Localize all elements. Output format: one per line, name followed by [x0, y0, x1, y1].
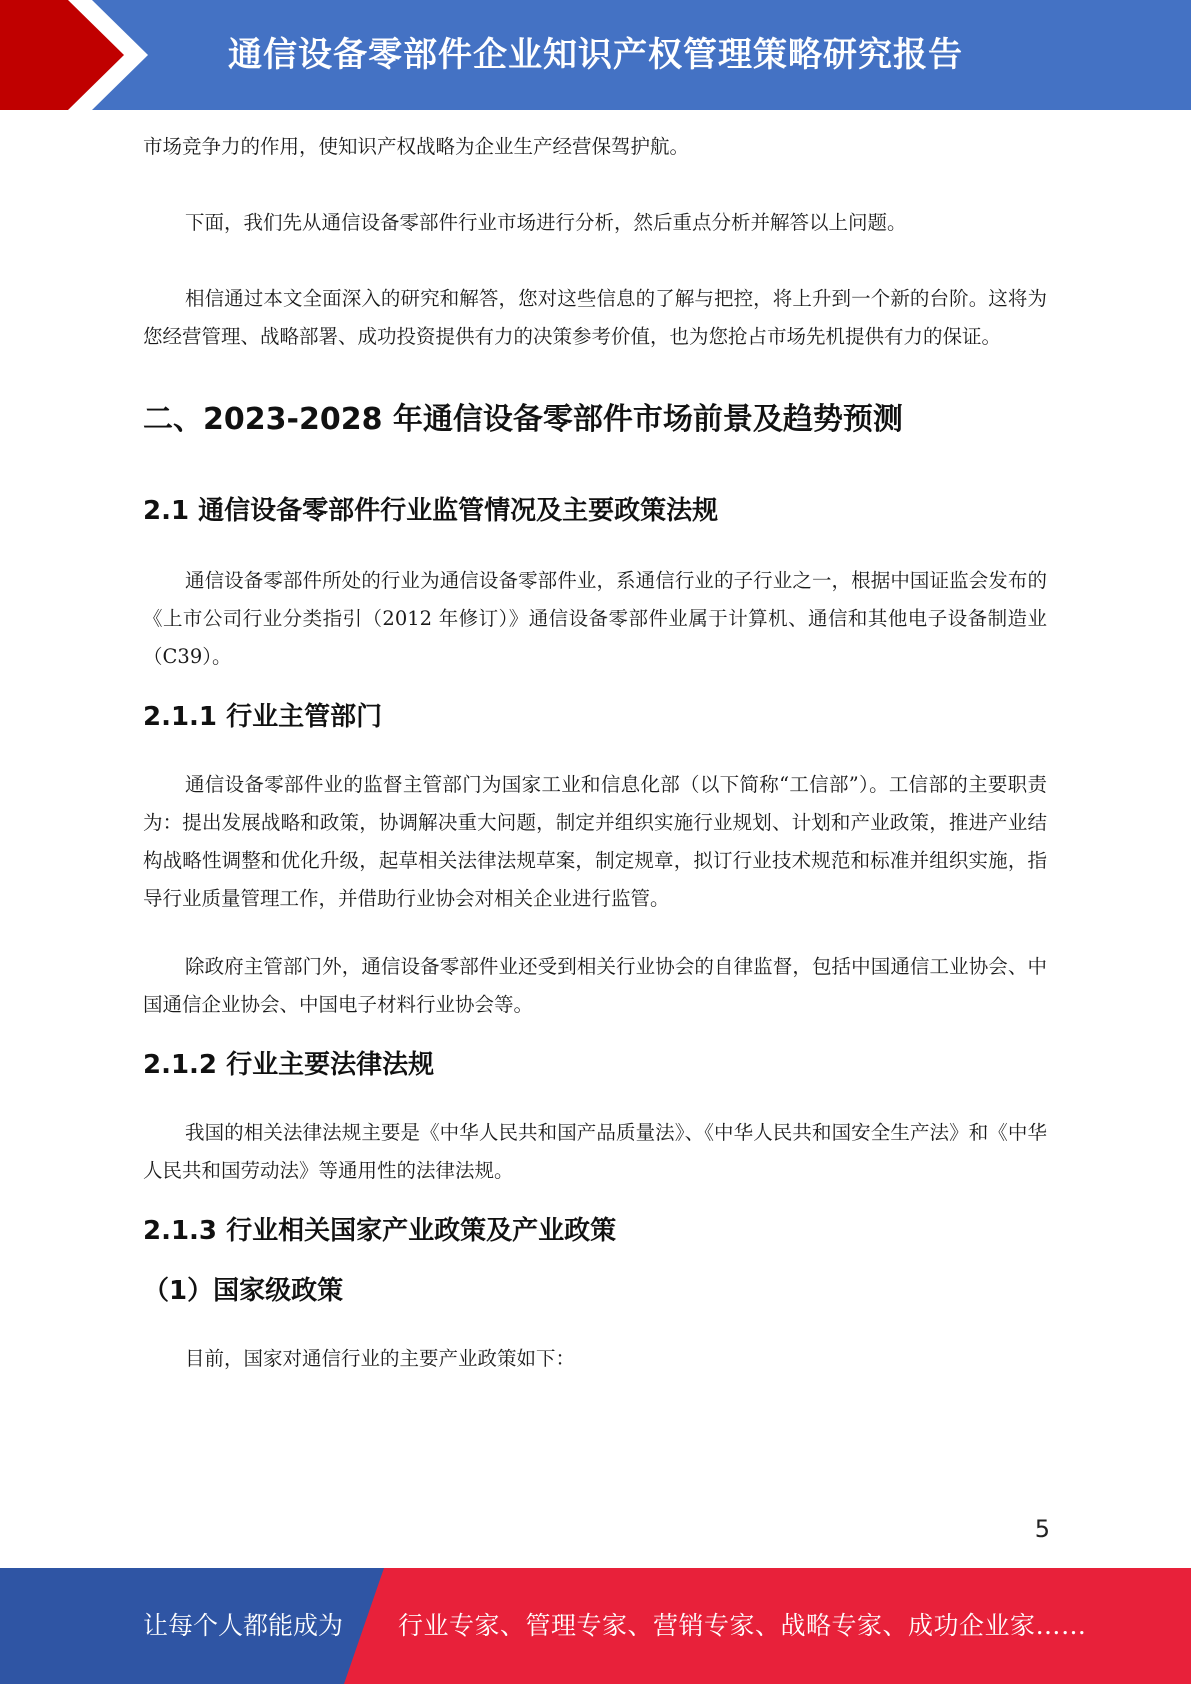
page-content [143, 128, 1047, 1378]
page-number: 5 [1034, 1515, 1050, 1543]
section-heading: 二、2023-2028 年通信设备零部件市场前景及趋势预测 [143, 402, 903, 437]
report-title: 通信设备零部件企业知识产权管理策略研究报告 [228, 35, 963, 75]
page-footer [0, 1568, 1191, 1684]
paragraph: 目前，国家对通信行业的主要产业政策如下： [185, 1347, 576, 1370]
paragraph: 相信通过本文全面深入的研究和解答，您对这些信息的了解与把控，将上升到一个新的台阶。这将为您经营管理、战略部署、成功投资提供有力的决策参考价值，也为您抢占市场先机提供有力的保证。 [143, 287, 1047, 348]
subsubsection-heading: 2.1.3 行业相关国家产业政策及产业政策 [143, 1216, 617, 1246]
subsubsection-heading: 2.1.2 行业主要法律法规 [143, 1050, 435, 1080]
subsubsection-heading: 2.1.1 行业主管部门 [143, 702, 383, 732]
footer-slogan-left: 让每个人都能成为 [143, 1611, 344, 1640]
page-header [0, 0, 1191, 110]
paragraph: 我国的相关法律法规主要是《中华人民共和国产品质量法》、《中华人民共和国安全生产法》和《中华人民共和国劳动法》等通用性的法律法规。 [143, 1121, 1047, 1182]
footer-slogan-right: 行业专家、管理专家、营销专家、战略专家、成功企业家…… [398, 1611, 1087, 1640]
paragraph: 下面，我们先从通信设备零部件行业市场进行分析，然后重点分析并解答以上问题。 [185, 211, 907, 234]
paragraph: 除政府主管部门外，通信设备零部件业还受到相关行业协会的自律监督，包括中国通信工业协会、中国通信企业协会、中国电子材料行业协会等。 [143, 955, 1047, 1016]
paragraph: 通信设备零部件业的监督主管部门为国家工业和信息化部（以下简称“工信部”）。工信部的主要职责为：提出发展战略和政策，协调解决重大问题，制定并组织实施行业规划、计划和产业政策，推进产业结构战略性调整和优化升级，起草相关法律法规草案，制定规章，拟订行业技术规范和标准并组织实施，指导行业质量管理工作，并借助行业协会对相关企业进行监管。 [143, 773, 1047, 910]
paragraph: 市场竞争力的作用，使知识产权战略为企业生产经营保驾护航。 [143, 135, 690, 158]
subsection-heading: 2.1 通信设备零部件行业监管情况及主要政策法规 [143, 496, 719, 526]
item-heading: （1）国家级政策 [143, 1276, 344, 1306]
paragraph: 通信设备零部件所处的行业为通信设备零部件业，系通信行业的子行业之一，根据中国证监会发布的《上市公司行业分类指引（2012 年修订）》通信设备零部件业属于计算机、通信和其他电子设备制造业（C39）。 [143, 569, 1047, 668]
